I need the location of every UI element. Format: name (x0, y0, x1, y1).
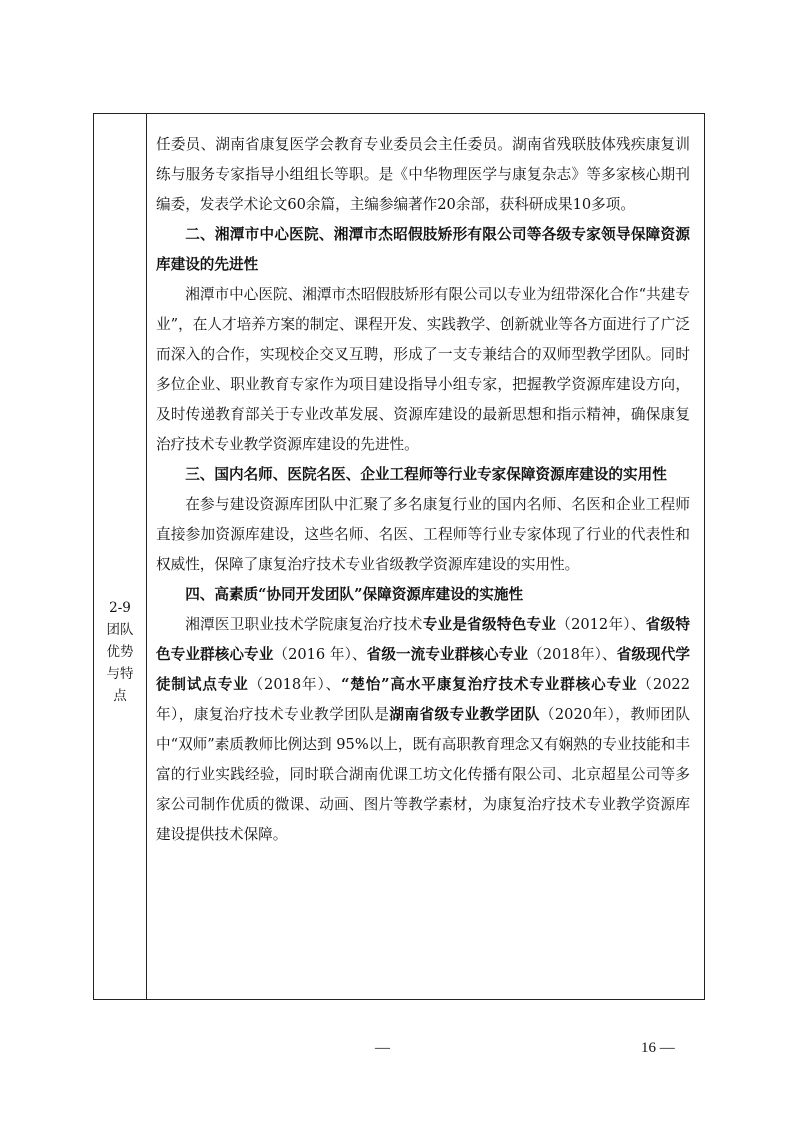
content-table (93, 113, 705, 1000)
section-heading-2: 二、湘潭市中心医院、湘潭市杰昭假肢矫形有限公司等各级专家领导保障资源库建设的先进性 (156, 226, 690, 273)
column-divider (146, 114, 147, 999)
text-run: （2022年），康复治疗技术专业教学团队是 (156, 676, 690, 723)
bold-run: 省级一流专业群核心专业 (366, 646, 529, 663)
section-heading-4: 四、高素质“协同开发团队”保障资源库建设的实施性 (185, 586, 524, 603)
text-run: （2020年），教师团队中“双师”素质教师比例达到 95%以上，既有高职教育理念又有娴熟的专业技能和丰富的行业实践经验，同时联合湖南优课工坊文化传播有限公司、北京超星公司等多家公司制作优质的微课、动画、图片等教学素材，为康复治疗技术专业教学资源库建设提供技术保障。 (156, 706, 691, 843)
section-heading-3: 三、国内名师、医院名医、企业工程师等行业专家保障资源库建设的实用性 (185, 466, 667, 483)
bold-run: 省级特色专业群核心专业 (156, 616, 690, 663)
content-cell (156, 130, 690, 850)
text-run: （2016 年）、 (273, 646, 367, 663)
bold-run: 专业是省级特色专业 (422, 616, 557, 633)
text-run: （2018年）、 (528, 646, 617, 663)
bold-run: “楚怡”高水平康复治疗技术专业群核心专业 (341, 676, 638, 693)
row-label-line: 优势 (106, 644, 134, 660)
paragraph-continued: 任委员、湖南省康复医学会教育专业委员会主任委员。湖南省残联肢体残疾康复训练与服务专家指导小组组长等职。是《中华物理医学与康复杂志》等多家核心期刊编委，发表学术论文60余篇，主编参编著作20余部，获科研成果10多项。 (156, 136, 690, 213)
row-label-line: 团队 (106, 622, 134, 638)
bold-run: 省级现代学徒制试点专业 (156, 646, 690, 693)
footer-dash: — (375, 1040, 390, 1056)
row-label-line: 与特 (106, 666, 134, 682)
row-label (94, 597, 146, 707)
row-label-line: 2-9 (109, 600, 131, 616)
row-label-line: 点 (113, 688, 127, 704)
paragraph-2: 湘潭市中心医院、湘潭市杰昭假肢矫形有限公司以专业为纽带深化合作“共建专业”，在人才培养方案的制定、课程开发、实践教学、创新就业等各方面进行了广泛而深入的合作，实现校企交叉互聘，形成了一支专兼结合的双师型教学团队。同时多位企业、职业教育专家作为项目建设指导小组专家，把握教学资源库建设方向，及时传递教育部关于专业改革发展、资源库建设的最新思想和指示精神，确保康复治疗技术专业教学资源库建设的先进性。 (156, 286, 690, 453)
paragraph-4 (156, 610, 690, 850)
text-run: （2018年）、 (248, 676, 342, 693)
page-number: 16 — (641, 1040, 675, 1056)
text-run: （2012年）、 (556, 616, 646, 633)
paragraph-3: 在参与建设资源库团队中汇聚了多名康复行业的国内名师、名医和企业工程师直接参加资源库建设，这些名师、名医、工程师等行业专家体现了行业的代表性和权威性，保障了康复治疗技术专业省级教学资源库建设的实用性。 (156, 496, 690, 573)
text-run: 湘潭医卫职业技术学院康复治疗技术 (185, 616, 423, 633)
bold-run: 湖南省级专业教学团队 (389, 706, 540, 723)
